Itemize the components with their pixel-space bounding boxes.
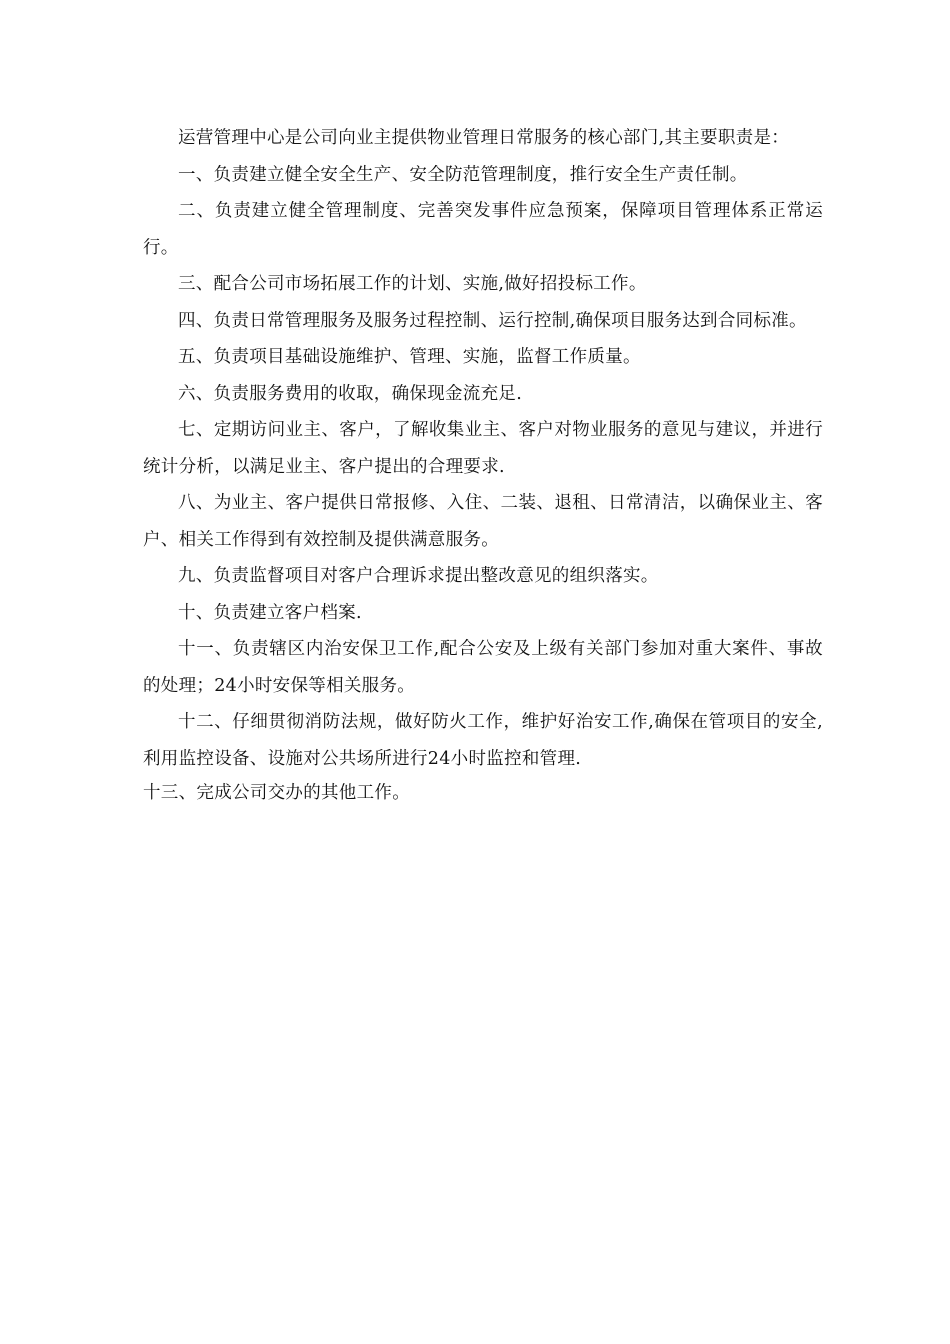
duty-item-11: 十一、负责辖区内治安保卫工作,配合公安及上级有关部门参加对重大案件、事故的处理；24小时安保等相关服务。 <box>143 639 823 696</box>
duty-item-8: 八、为业主、客户提供日常报修、入住、二装、退租、日常清洁，以确保业主、客户、相关工作得到有效控制及提供满意服务。 <box>143 493 823 550</box>
duty-item-1: 一、负责建立健全安全生产、安全防范管理制度，推行安全生产责任制。 <box>178 164 748 185</box>
duty-item-9: 九、负责监督项目对客户合理诉求提出整改意见的组织落实。 <box>178 566 659 586</box>
duty-item-2: 二、负责建立健全管理制度、完善突发事件应急预案，保障项目管理体系正常运行。 <box>143 201 823 258</box>
duty-item-5: 五、负责项目基础设施维护、管理、实施，监督工作质量。 <box>178 347 641 367</box>
duty-item-3: 三、配合公司市场拓展工作的计划、实施,做好招投标工作。 <box>178 274 647 294</box>
intro-paragraph: 运营管理中心是公司向业主提供物业管理日常服务的核心部门,其主要职责是： <box>178 128 790 148</box>
duty-item-13: 十三、完成公司交办的其他工作。 <box>143 783 410 803</box>
duty-item-10: 十、负责建立客户档案. <box>178 602 362 623</box>
duty-item-7: 七、定期访问业主、客户，了解收集业主、客户对物业服务的意见与建议，并进行统计分析，以满足业主、客户提出的合理要求. <box>143 420 823 477</box>
duty-item-4: 四、负责日常管理服务及服务过程控制、运行控制,确保项目服务达到合同标准。 <box>178 310 807 331</box>
document-body <box>143 120 823 810</box>
duty-item-6: 六、负责服务费用的收取，确保现金流充足. <box>178 383 523 404</box>
duty-item-12: 十二、仔细贯彻消防法规，做好防火工作，维护好治安工作,确保在管项目的安全,利用监控设备、设施对公共场所进行24小时监控和管理. <box>143 712 823 769</box>
